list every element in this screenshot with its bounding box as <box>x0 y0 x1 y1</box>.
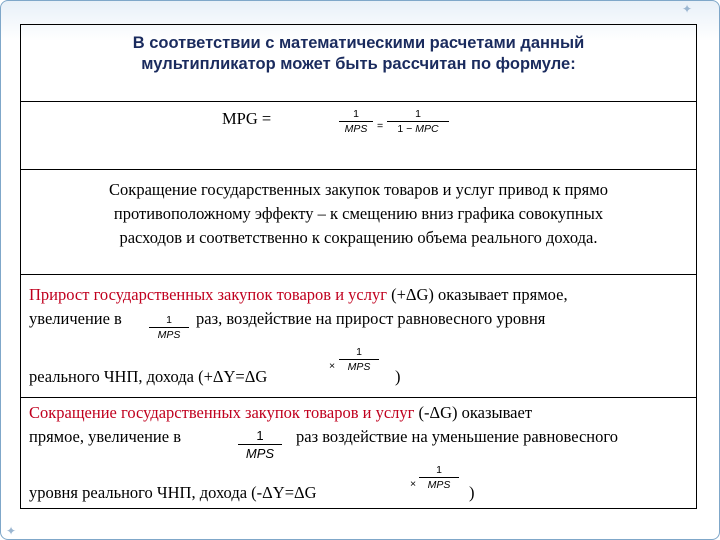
increase-fraction-2-den: MPS <box>347 361 371 373</box>
increase-red-text: Прирост государственных закупок товаров и услуг <box>29 285 387 304</box>
increase-line-1-rest: (+ΔG) оказывает прямое, <box>391 285 568 304</box>
decrease-effect-line-1: Сокращение государственных закупок товаров и услуг привод к прямо <box>109 180 608 199</box>
reduction-times: × <box>410 478 417 490</box>
formula-fraction-1-den: MPS <box>344 123 368 135</box>
reduction-fraction-2-den: MPS <box>427 479 451 491</box>
formula-lhs: MPG = <box>222 109 272 128</box>
slide-title <box>21 33 696 75</box>
decrease-effect-text <box>21 178 696 250</box>
reduction-fraction <box>238 428 282 461</box>
reduction-line-1-rest: (-ΔG) оказывает <box>418 403 533 422</box>
increase-line-3-b: ) <box>395 367 401 386</box>
increase-box <box>20 274 697 397</box>
reduction-line-3-a: уровня реального ЧНП, дохода (-ΔY=ΔG <box>29 483 317 502</box>
increase-fraction-num: 1 <box>166 314 172 326</box>
reduction-line-1 <box>29 403 532 423</box>
decrease-effect-line-3: расходов и соответственно к сокращению объема реального дохода. <box>119 228 598 247</box>
formula-fraction-2-num: 1 <box>415 108 421 120</box>
reduction-line-3-b: ) <box>469 483 475 502</box>
reduction-fraction-den: MPS <box>245 446 275 461</box>
reduction-fraction-2-num: 1 <box>436 464 442 476</box>
header-box <box>20 24 697 101</box>
increase-line-2-b: раз, воздействие на прирост равновесного уровня <box>196 309 546 328</box>
reduction-fraction-num: 1 <box>256 428 264 443</box>
reduction-line-2-a: прямое, увеличение в <box>29 427 181 446</box>
decrease-effect-line-2: противоположному эффекту – к смещению вниз графика совокупных <box>113 204 604 223</box>
increase-fraction-den: MPS <box>157 329 181 341</box>
reduction-red-text: Сокращение государственных закупок товаров и услуг <box>29 403 415 422</box>
formula-box <box>20 101 697 169</box>
increase-fraction-2 <box>339 346 379 373</box>
formula-fraction-2-den-a: 1 <box>397 123 404 135</box>
increase-line-2-a: увеличение в <box>29 309 122 328</box>
formula-fraction-1-num: 1 <box>353 108 359 120</box>
reduction-fraction-2 <box>419 464 459 491</box>
increase-fraction-2-num: 1 <box>356 346 362 358</box>
decor-bottom-left-icon: ✦ <box>6 524 17 538</box>
formula-equals: = <box>377 120 384 132</box>
increase-line-1 <box>29 285 568 305</box>
reduction-box <box>20 397 697 509</box>
title-line-2: мультипликатор может быть рассчитан по формуле: <box>141 55 576 73</box>
increase-fraction <box>149 314 189 341</box>
formula-fraction-2: 1 1 − MPC <box>387 108 449 135</box>
reduction-line-2-b: раз воздействие на уменьшение равновесного <box>296 427 618 446</box>
formula-fraction-2-den-b: MPC <box>415 123 439 135</box>
decrease-effect-box <box>20 169 697 274</box>
title-line-1: В соответствии с математическими расчетами данный <box>132 34 585 52</box>
formula-fraction-1 <box>339 108 373 135</box>
increase-line-3-a: реального ЧНП, дохода (+ΔY=ΔG <box>29 367 268 386</box>
increase-times: × <box>329 360 336 372</box>
decor-top-right-icon: ✦ <box>682 2 693 16</box>
